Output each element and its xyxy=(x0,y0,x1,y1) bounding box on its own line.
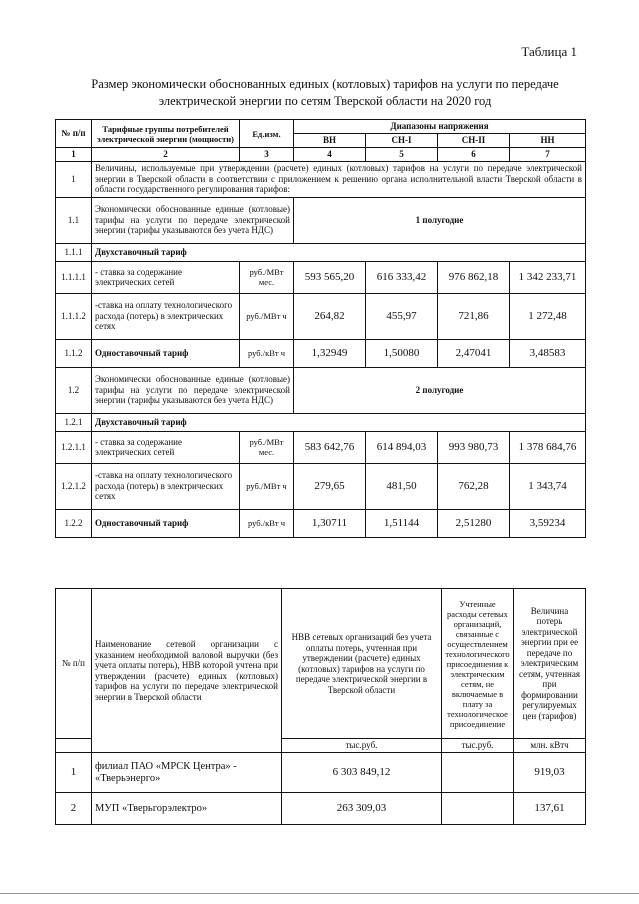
row-num: 1.2.1.1 xyxy=(56,431,92,463)
document-title xyxy=(60,76,590,110)
value-sn1: 455,97 xyxy=(366,293,438,339)
row-num: 1 xyxy=(56,753,92,793)
row-num: 1 xyxy=(56,161,92,197)
row-num: 1.2.1 xyxy=(56,413,92,431)
org-name: филиал ПАО «МРСК Центра» - «Тверьэнерго» xyxy=(92,753,282,793)
unit-nvv: тыс.руб. xyxy=(282,739,442,753)
table-row xyxy=(56,753,586,793)
row-text: Экономически обоснованные единые (котловые) тарифы на услуги по передаче электрической энергии (тарифы указываются без учета НДС) xyxy=(92,367,294,413)
col-number: 5 xyxy=(366,148,438,162)
tariff-table xyxy=(55,119,586,538)
header-unit: Ед.изм. xyxy=(240,120,294,148)
period-label: 1 полугодие xyxy=(294,197,586,243)
header-nn: НН xyxy=(510,134,586,148)
row-text: - ставка за содержание электрических сетей xyxy=(92,431,240,463)
unit-expenses: тыс.руб. xyxy=(442,739,514,753)
row-text: Двухставочный тариф xyxy=(92,413,586,431)
value-nn: 1 272,48 xyxy=(510,293,586,339)
page-divider xyxy=(0,893,639,894)
value-losses: 137,61 xyxy=(514,793,586,825)
header-vn: ВН xyxy=(294,134,366,148)
table-row xyxy=(56,509,586,537)
value-nn: 1 342 233,71 xyxy=(510,261,586,293)
header-nvv: НВВ сетевых организаций без учета оплаты потерь, учтенная при утверждении (расчете) единых (котловых) тарифов на услуги по передаче электрической энергии в Тверской области xyxy=(282,589,442,739)
header-name: Наименование сетевой организации с указанием необходимой валовой выручки (без учета оплаты потерь), НВВ которой учтена при утверждении (расчете) единых (котловых) тарифов на услуги по передаче электрической энергии в Тверской области xyxy=(92,589,282,753)
value-sn2: 993 980,73 xyxy=(438,431,510,463)
row-num: 1.1.1.2 xyxy=(56,293,92,339)
row-text: Одноставочный тариф xyxy=(92,509,240,537)
value-vn: 593 565,20 xyxy=(294,261,366,293)
value-sn1: 1,50080 xyxy=(366,339,438,367)
row-unit: руб./МВт ч xyxy=(240,293,294,339)
value-nn: 3,48583 xyxy=(510,339,586,367)
table-row xyxy=(56,197,586,243)
value-nvv: 6 303 849,12 xyxy=(282,753,442,793)
network-organizations-table xyxy=(55,588,586,825)
row-text: Двухставочный тариф xyxy=(92,243,586,261)
col-number: 3 xyxy=(240,148,294,162)
row-text: - ставка за содержание электрических сетей xyxy=(92,261,240,293)
header-expenses: Учтенные расходы сетевых организаций, связанные с осуществлением технологического присоединения к электрическим сетям, не включаемые в плату за технологическое присоединение xyxy=(442,589,514,739)
value-sn1: 616 333,42 xyxy=(366,261,438,293)
value-nn: 3,59234 xyxy=(510,509,586,537)
value-losses: 919,03 xyxy=(514,753,586,793)
table-row xyxy=(56,293,586,339)
table-row xyxy=(56,243,586,261)
units-empty xyxy=(56,739,92,753)
title-line-2: электрической энергии по сетям Тверской области на 2020 год xyxy=(158,94,492,108)
row-num: 1.1.1.1 xyxy=(56,261,92,293)
table-row xyxy=(56,161,586,197)
row-num: 1.2.2 xyxy=(56,509,92,537)
row-num: 1.1.2 xyxy=(56,339,92,367)
table-row xyxy=(56,339,586,367)
table-header-row xyxy=(56,120,586,134)
row-text: Величины, используемые при утверждении (расчете) единых (котловых) тарифов на услуги по передаче электрической энергии в Тверской области в соответствии с приложением к решению органа исполнительной власти Тверской области в области государственного регулирования тарифов: xyxy=(92,161,586,197)
value-sn2: 2,47041 xyxy=(438,339,510,367)
value-expenses xyxy=(442,753,514,793)
col-number: 1 xyxy=(56,148,92,162)
table-row xyxy=(56,431,586,463)
row-unit: руб./МВт мес. xyxy=(240,431,294,463)
header-sn1: СН-I xyxy=(366,134,438,148)
value-vn: 279,65 xyxy=(294,463,366,509)
row-text: Экономически обоснованные единые (котловые) тарифы на услуги по передаче электрической энергии (тарифы указываются без учета НДС) xyxy=(92,197,294,243)
col-number: 4 xyxy=(294,148,366,162)
row-unit: руб./кВт ч xyxy=(240,339,294,367)
value-sn1: 614 894,03 xyxy=(366,431,438,463)
col-number: 6 xyxy=(438,148,510,162)
row-text: -ставка на оплату технологического расхода (потерь) в электрических сетях xyxy=(92,293,240,339)
header-losses: Величина потерь электрической энергии при ее передаче по электрическим сетям, учтенная при формировании регулируемых цен (тарифов) xyxy=(514,589,586,739)
value-nvv: 263 309,03 xyxy=(282,793,442,825)
table-row xyxy=(56,261,586,293)
value-nn: 1 343,74 xyxy=(510,463,586,509)
column-number-row xyxy=(56,148,586,162)
row-text: Одноставочный тариф xyxy=(92,339,240,367)
value-sn2: 762,28 xyxy=(438,463,510,509)
org-name: МУП «Тверьгорэлектро» xyxy=(92,793,282,825)
row-unit: руб./кВт ч xyxy=(240,509,294,537)
value-sn2: 721,86 xyxy=(438,293,510,339)
header-num: № п/п xyxy=(56,589,92,739)
value-sn1: 1,51144 xyxy=(366,509,438,537)
value-sn1: 481,50 xyxy=(366,463,438,509)
header-group: Тарифные группы потребителей электрической энергии (мощности) xyxy=(92,120,240,148)
table-caption-label: Таблица 1 xyxy=(521,44,577,59)
value-sn2: 2,51280 xyxy=(438,509,510,537)
row-num: 2 xyxy=(56,793,92,825)
value-nn: 1 378 684,76 xyxy=(510,431,586,463)
header-ranges: Диапазоны напряжения xyxy=(294,120,586,134)
col-number: 7 xyxy=(510,148,586,162)
value-vn: 264,82 xyxy=(294,293,366,339)
table-row xyxy=(56,793,586,825)
table-header-row xyxy=(56,589,586,739)
col-number: 2 xyxy=(92,148,240,162)
table-row xyxy=(56,367,586,413)
header-num: № п/п xyxy=(56,120,92,148)
row-num: 1.2.1.2 xyxy=(56,463,92,509)
row-num: 1.1 xyxy=(56,197,92,243)
period-label: 2 полугодие xyxy=(294,367,586,413)
row-num: 1.1.1 xyxy=(56,243,92,261)
value-vn: 583 642,76 xyxy=(294,431,366,463)
unit-losses: млн. кВтч xyxy=(514,739,586,753)
row-unit: руб./МВт ч xyxy=(240,463,294,509)
value-vn: 1,30711 xyxy=(294,509,366,537)
title-line-1: Размер экономически обоснованных единых (котловых) тарифов на услуги по передаче xyxy=(91,77,559,91)
table-row xyxy=(56,413,586,431)
row-unit: руб./МВт мес. xyxy=(240,261,294,293)
value-expenses xyxy=(442,793,514,825)
value-vn: 1,32949 xyxy=(294,339,366,367)
row-num: 1.2 xyxy=(56,367,92,413)
value-sn2: 976 862,18 xyxy=(438,261,510,293)
table-row xyxy=(56,463,586,509)
header-sn2: СН-II xyxy=(438,134,510,148)
row-text: -ставка на оплату технологического расхода (потерь) в электрических сетях xyxy=(92,463,240,509)
